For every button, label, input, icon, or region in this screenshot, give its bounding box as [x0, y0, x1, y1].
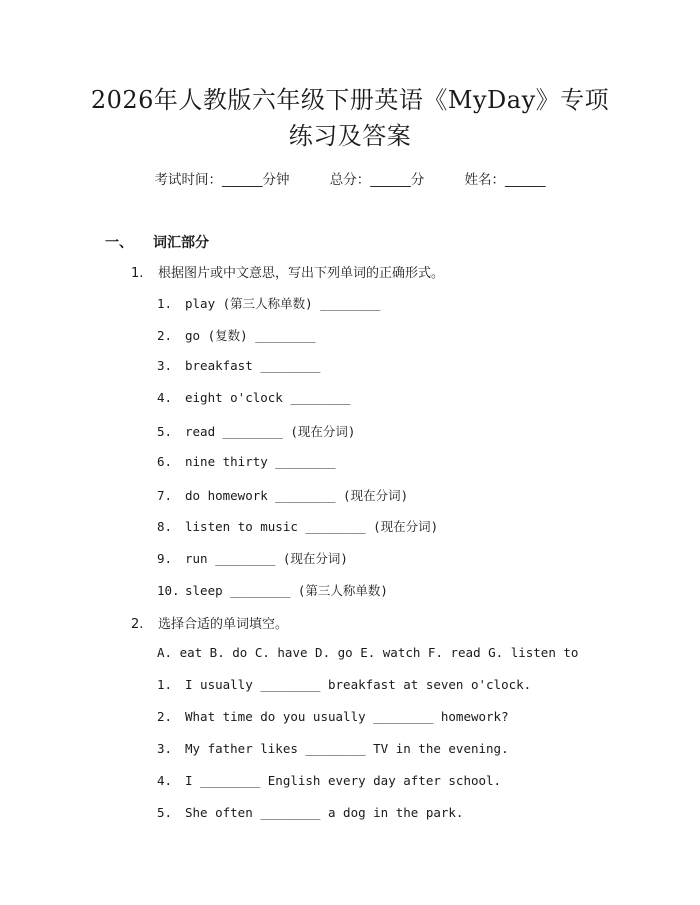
list-item — [157, 709, 509, 724]
question-1 — [131, 262, 444, 281]
item-number: 3. — [157, 741, 173, 756]
item-number: 4. — [157, 773, 173, 788]
section-heading — [105, 232, 209, 252]
list-item — [157, 741, 509, 756]
question-text: 根据图片或中文意思，写出下列单词的正确形式。 — [158, 266, 445, 281]
options-line: A. eat B. do C. have D. go E. watch F. read G. listen to — [157, 645, 579, 660]
item-number: 2. — [157, 328, 173, 343]
list-item — [157, 549, 348, 567]
item-number: 5. — [157, 424, 173, 439]
item-text: read ________ (现在分词) — [185, 424, 356, 439]
exam-time-field: 考试时间：______分钟 — [154, 172, 290, 188]
item-text: I ________ English every day after school. — [185, 773, 502, 788]
item-number: 6. — [157, 454, 173, 469]
section-label: 词汇部分 — [153, 235, 209, 251]
item-number: 1. — [157, 677, 173, 692]
item-text: I usually ________ breakfast at seven o'clock. — [185, 677, 532, 692]
exam-info — [0, 168, 700, 188]
item-text: sleep ________ (第三人称单数) — [185, 583, 388, 598]
item-text: run ________ (现在分词) — [185, 551, 348, 566]
list-item — [157, 454, 336, 469]
item-number: 3. — [157, 358, 173, 373]
section-number: 一、 — [105, 235, 133, 251]
document-title: 2026年人教版六年级下册英语《MyDay》专项练习及答案 — [90, 86, 610, 150]
item-text: listen to music ________ (现在分词) — [185, 519, 439, 534]
list-item — [157, 773, 501, 788]
question-2 — [131, 613, 288, 632]
item-number: 1. — [157, 296, 173, 311]
item-text: What time do you usually ________ homework? — [185, 709, 509, 724]
list-item — [157, 486, 408, 504]
name-field: 姓名：______ — [464, 172, 546, 188]
item-text: breakfast ________ — [185, 358, 321, 373]
item-number: 4. — [157, 390, 173, 405]
item-number: 5. — [157, 805, 173, 820]
question-number: 2. — [131, 617, 144, 632]
list-item — [157, 358, 320, 373]
item-number: 9. — [157, 551, 173, 566]
item-text: eight o'clock ________ — [185, 390, 351, 405]
list-item — [157, 677, 531, 692]
item-number: 10. — [157, 583, 180, 598]
item-text: My father likes ________ TV in the evening. — [185, 741, 509, 756]
item-number: 2. — [157, 709, 173, 724]
total-score-field: 总分：______分 — [329, 172, 425, 188]
item-number: 7. — [157, 488, 173, 503]
item-text: do homework ________ (现在分词) — [185, 488, 409, 503]
item-text: go (复数) ________ — [185, 328, 316, 343]
list-item — [157, 326, 315, 344]
question-number: 1. — [131, 266, 144, 281]
list-item — [157, 390, 351, 405]
item-text: play (第三人称单数) ________ — [185, 296, 381, 311]
question-text: 选择合适的单词填空。 — [158, 617, 289, 632]
item-text: She often ________ a dog in the park. — [185, 805, 464, 820]
list-item — [157, 581, 388, 599]
list-item — [157, 294, 380, 312]
item-text: nine thirty ________ — [185, 454, 336, 469]
list-item — [157, 422, 355, 440]
list-item — [157, 517, 438, 535]
list-item — [157, 805, 463, 820]
item-number: 8. — [157, 519, 173, 534]
